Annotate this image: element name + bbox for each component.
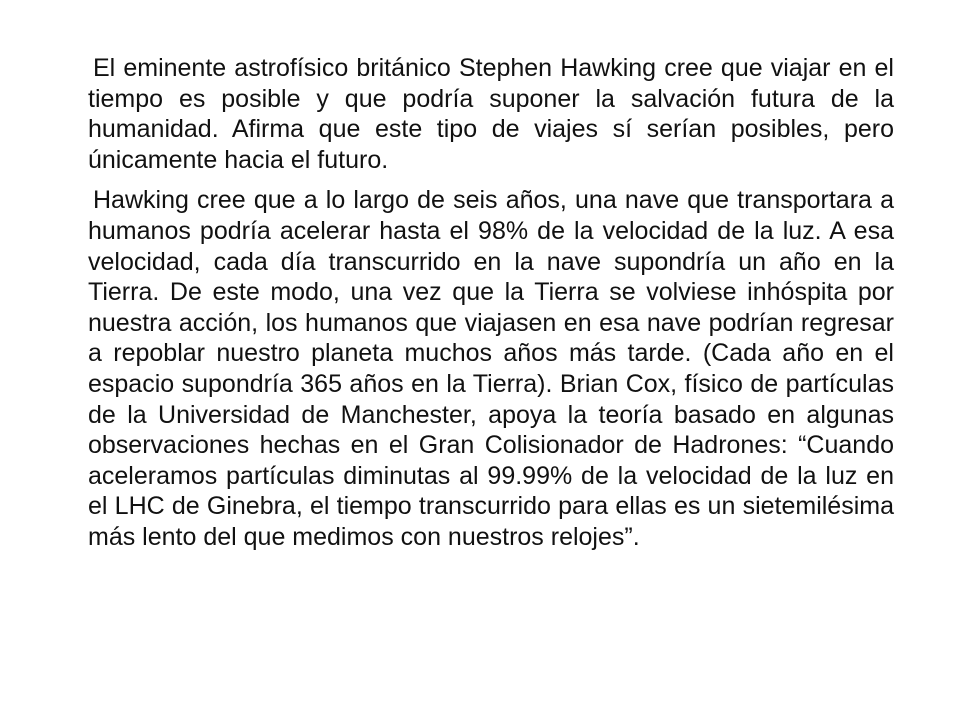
paragraph-hawking-intro: El eminente astrofísico británico Stephen Hawking cree que viajar en el tiempo es posible y que podría suponer la salvación futura de la humanidad. Afirma que este tipo de viajes sí serían posibles, pero únicamente hacia el futuro. bbox=[88, 54, 894, 174]
paragraph-hawking-details: Hawking cree que a lo largo de seis años, una nave que transportara a humanos podría acelerar hasta el 98% de la velocidad de la luz. A esa velocidad, cada día transcurrido en la nave supondría un año en la Tierra. De este modo, una vez que la Tierra se volviese inhóspita por nuestra acción, los humanos que viajasen en esa nave podrían regresar a repoblar nuestro planeta muchos años más tarde. (Cada año en el espacio supondría 365 años en la Tierra). Brian Cox, físico de partículas de la Universidad de Manchester, apoya la teoría basado en algunas observaciones hechas en el Gran Colisionador de Hadrones: “Cuando aceleramos partículas diminutas al 99.99% de la velocidad de la luz en el LHC de Ginebra, el tiempo transcurrido para ellas es un sietemilésima más lento del que medimos con nuestros relojes”. bbox=[88, 186, 894, 551]
slide-text-body bbox=[88, 53, 894, 553]
